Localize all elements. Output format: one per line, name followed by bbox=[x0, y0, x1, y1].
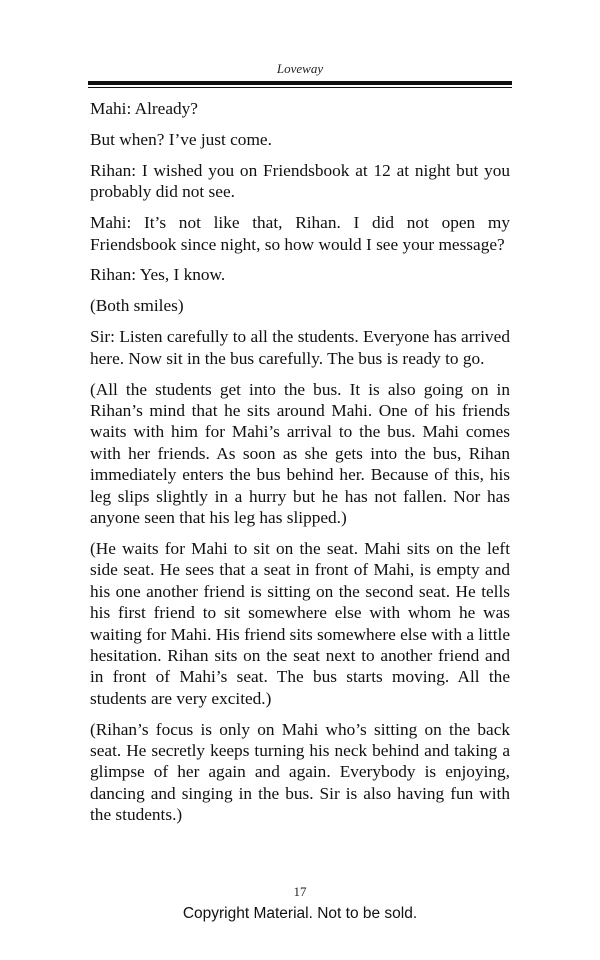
page-body bbox=[90, 98, 510, 835]
paragraph: Sir: Listen carefully to all the students. Everyone has arrived here. Now sit in the bus carefully. The bus is ready to go. bbox=[90, 327, 510, 368]
paragraph: (All the students get into the bus. It is also going on in Rihan’s mind that he sits around Mahi. One of his friends waits with him for Mahi’s arrival to the bus. Mahi comes with her friends. As soon as she gets into the bus, Rihan immediately enters the bus behind her. Because of this, his leg slips slightly in a hurry but he has not fallen. Nor has anyone seen that his leg has slipped.) bbox=[90, 379, 510, 527]
paragraph: But when? I’ve just come. bbox=[90, 129, 272, 149]
copyright-notice: Copyright Material. Not to be sold. bbox=[182, 905, 418, 922]
paragraph: (Both smiles) bbox=[90, 296, 184, 316]
page-number: 17 bbox=[293, 884, 307, 899]
paragraph: Mahi: Already? bbox=[90, 99, 198, 118]
paragraph: (He waits for Mahi to sit on the seat. Mahi sits on the left side seat. He sees that a seat in front of Mahi, is empty and his one another friend is sitting on the second seat. He tells his first friend to sit somewhere else with whom he was waiting for Mahi. His friend sits somewhere else with a little hesitation. Rihan sits on the seat next to another friend and in front of Mahi’s seat. The bus starts moving. All the students are very excited.) bbox=[90, 538, 510, 708]
paragraph: Mahi: It’s not like that, Rihan. I did not open my Friendsbook since night, so how would I see your message? bbox=[90, 213, 510, 254]
header-rule-thick bbox=[88, 81, 512, 85]
header-rule-thin bbox=[88, 87, 512, 88]
paragraph: (Rihan’s focus is only on Mahi who’s sitting on the back seat. He secretly keeps turning his neck behind and taking a glimpse of her again and again. Everybody is enjoying, dancing and singing in the bus. Sir is also having fun with the students.) bbox=[90, 719, 510, 825]
running-header-title: Loveway bbox=[276, 61, 324, 76]
paragraph: Rihan: I wished you on Friendsbook at 12 at night but you probably did not see. bbox=[90, 160, 510, 202]
paragraph: Rihan: Yes, I know. bbox=[90, 265, 226, 285]
